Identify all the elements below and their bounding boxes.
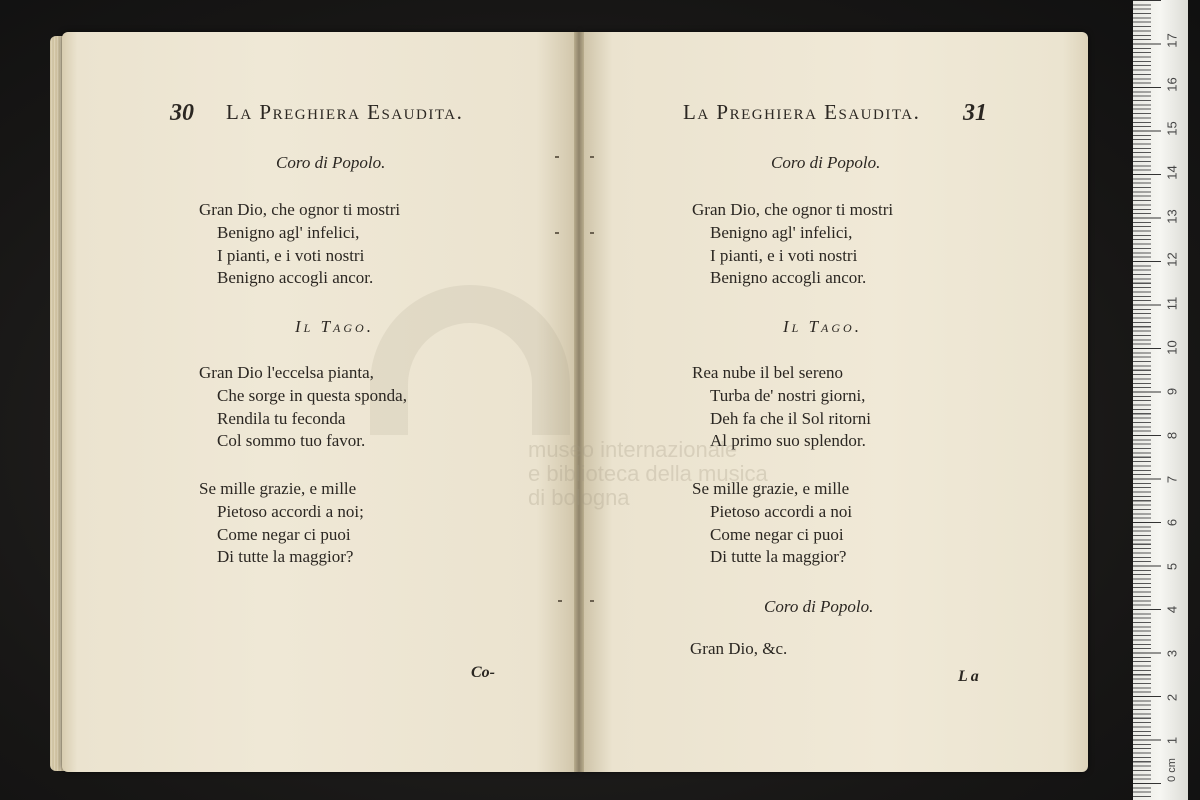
right-heading-coro-2: Coro di Popolo. [764, 597, 874, 616]
ruler-number: 3 [1164, 649, 1180, 658]
ruler-number: 4 [1164, 605, 1180, 614]
ruler-number: 9 [1164, 387, 1180, 396]
watermark-line: museo internazionale [528, 437, 738, 462]
verse-line: I pianti, e i voti nostri [217, 245, 365, 265]
ruler-unit: 0 cm [1166, 758, 1178, 782]
verse-line: Se mille grazie, e mille [199, 479, 357, 498]
verse-line: Al primo suo splendor. [710, 431, 866, 451]
right-heading-coro: Coro di Popolo. [771, 153, 881, 172]
ruler-number: 17 [1164, 33, 1180, 48]
stitch-mark [558, 600, 562, 602]
stitch-mark [555, 232, 559, 234]
ruler-number: 1 [1164, 736, 1180, 745]
left-heading-tago: Il Tago. [295, 317, 374, 336]
book-gutter [574, 32, 584, 772]
left-stanza-2 [199, 362, 407, 453]
right-heading-tago: Il Tago. [783, 317, 862, 336]
verse-line: Benigno accogli ancor. [217, 268, 374, 288]
verse-line: Di tutte la maggior? [710, 547, 847, 567]
stitch-mark [555, 156, 559, 158]
watermark-line: e biblioteca della musica [528, 461, 768, 486]
right-stanza-4 [690, 638, 787, 661]
stitch-mark [590, 600, 594, 602]
verse-line: I pianti, e i voti nostri [710, 245, 858, 265]
ruler-number: 14 [1164, 165, 1180, 180]
verse-line: Benigno accogli ancor. [710, 268, 867, 288]
ruler-number: 10 [1164, 340, 1180, 355]
verse-line: Di tutte la maggior? [217, 547, 354, 567]
ruler-number: 5 [1164, 562, 1180, 571]
stitch-mark [590, 232, 594, 234]
ruler-number: 11 [1164, 296, 1180, 311]
right-page-number: 31 [963, 100, 987, 126]
verse-line: Gran Dio l'eccelsa pianta, [199, 363, 374, 382]
ruler-major-ticks [1133, 0, 1161, 800]
ruler-number: 7 [1164, 475, 1180, 484]
ruler-number: 16 [1164, 77, 1180, 92]
verse-line: Pietoso accordi a noi [710, 501, 853, 521]
verse-line: Deh fa che il Sol ritorni [710, 408, 871, 428]
right-stanza-2 [692, 362, 871, 453]
verse-line: Come negar ci puoi [710, 524, 844, 544]
verse-line: Benigno agl' infelici, [217, 222, 360, 242]
verse-line: Col sommo tuo favor. [217, 431, 366, 451]
left-page-number: 30 [170, 100, 194, 126]
ruler-number: 2 [1164, 693, 1180, 702]
verse-line: Come negar ci puoi [217, 524, 351, 544]
verse-line: Turba de' nostri giorni, [710, 385, 866, 405]
verse-line: Che sorge in questa sponda, [217, 385, 407, 405]
measurement-ruler [1133, 0, 1188, 800]
left-heading-coro: Coro di Popolo. [276, 153, 386, 172]
verse-line: Benigno agl' infelici, [710, 222, 853, 242]
stitch-mark [590, 156, 594, 158]
left-stanza-1 [199, 199, 400, 290]
verse-line: Rea nube il bel sereno [692, 363, 844, 382]
verse-line: Se mille grazie, e mille [692, 479, 850, 498]
left-stanza-3 [199, 478, 364, 569]
right-stanza-3 [692, 478, 852, 569]
verse-line: Gran Dio, che ognor ti mostri [692, 200, 894, 219]
left-catchword: Co- [471, 664, 495, 681]
verse-line: Pietoso accordi a noi; [217, 501, 364, 521]
verse-line: Gran Dio, che ognor ti mostri [199, 200, 401, 219]
verse-line: Gran Dio, &c. [690, 639, 788, 658]
left-running-title: La Preghiera Esaudita. [226, 100, 464, 124]
watermark-line: di bologna [528, 485, 630, 510]
ruler-number: 15 [1164, 121, 1180, 136]
ruler-number: 8 [1164, 431, 1180, 440]
right-running-title: La Preghiera Esaudita. [683, 100, 921, 124]
ruler-number: 6 [1164, 518, 1180, 527]
right-catchword: La [958, 668, 982, 685]
verse-line: Rendila tu feconda [217, 408, 346, 428]
ruler-number: 13 [1164, 209, 1180, 224]
right-stanza-1 [692, 199, 893, 290]
ruler-number: 12 [1164, 252, 1180, 267]
